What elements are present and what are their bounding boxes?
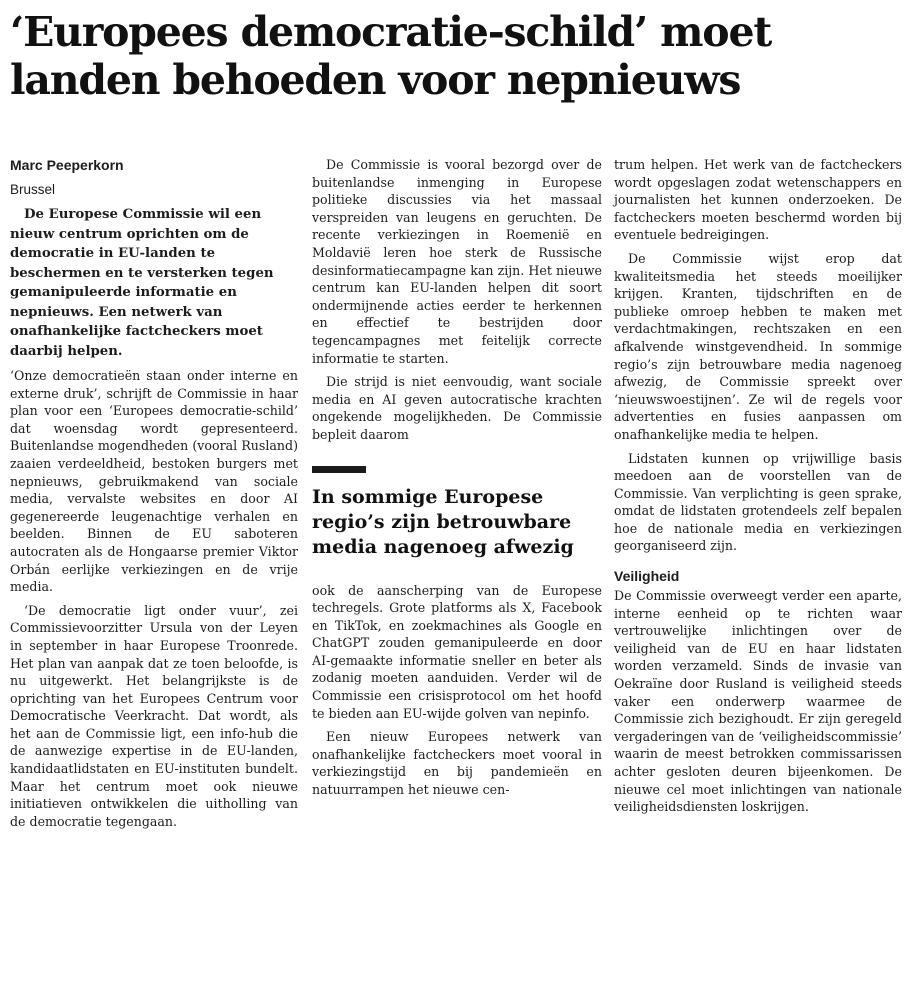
pullquote-block (312, 466, 602, 560)
body-paragraph: De Commissie wijst erop dat kwaliteitsmedia het steeds moeilijker krijgen. Kranten, tijdschriften en de publieke omroep hebben te maken met verdachtmakingen, rechtszaken en een afkalvende winstgevendheid. In sommige regio’s zijn betrouwbare media nagenoeg afwezig, de Commissie spreekt over ‘nieuwswoestijnen’. Ze wil de regels voor advertenties en fusies aanpassen om onafhankelijke media te helpen. (614, 250, 902, 442)
headline-line-1: ‘Europees democratie-schild’ moet (10, 8, 772, 56)
body-paragraph: ‘Onze democratieën staan onder interne en externe druk’, schrijft de Commissie in haar plan voor een ‘Europees democratie-schild’ dat woensdag wordt gepresenteerd. Buitenlandse mogendheden (vooral Rusland) zaaien verdeeldheid, bestoken burgers met nepnieuws, gebruikmakend van sociale media, vervalste websites en door AI gegenereerde leugenachtige verhalen en beelden. Binnen de EU saboteren autocraten als de Hongaarse premier Viktor Orbán eerlijke verkiezingen en de vrije media. (10, 368, 298, 595)
dateline-location: Brussel (10, 182, 56, 197)
body-paragraph: De Commissie is vooral bezorgd over de buitenlandse inmenging in Europese politieke discussies via het massaal verspreiden van leugens en geruchten. De recente verkiezingen in Roemenië en Moldavië leren hoe sterk de Russische desinformatiecampagne kan zijn. Het nieuwe centrum kan EU-landen helpen dit soort ondermijnende acties eerder te herkennen en effectief te bestrijden door tegencampagnes met feitelijk correcte informatie te starten. (312, 157, 602, 366)
body-paragraph: Lidstaten kunnen op vrijwillige basis meedoen aan de voorstellen van de Commissie. Van verplichting is geen sprake, omdat de lidstaten grotendeels zelf bepalen hoe de nationale media en verkiezingen georganiseerd zijn. (614, 450, 902, 554)
pullquote: In sommige Europese regio’s zijn betrouwbare media nagenoeg afwezig (312, 485, 574, 558)
lead-paragraph: De Europese Commissie wil een nieuw centrum oprichten om de democratie in EU-landen te beschermen en te versterken tegen gemanipuleerde informatie en nepnieuws. Een netwerk van onafhankelijke factcheckers moet daarbij helpen. (10, 207, 274, 359)
headline (10, 8, 900, 104)
body-paragraph: trum helpen. Het werk van de factcheckers wordt opgeslagen zodat wetenschappers en journalisten het kunnen onderzoeken. De factcheckers moeten beschermd worden bij eventuele bedreigingen. (614, 157, 902, 243)
pullquote-bar (312, 466, 366, 473)
author-name: Marc Peeperkorn (10, 157, 124, 173)
section-subhead: Veiligheid (614, 568, 680, 585)
body-paragraph: Een nieuw Europees netwerk van onafhankelijke factcheckers moet vooral in verkiezingstijd en bij pandemieën en natuurrampen het nieuwe cen- (312, 729, 602, 798)
body-paragraph: De Commissie overweegt verder een aparte, interne eenheid op te richten waar vertrouwelijke inlichtingen over de veiligheid van de EU en haar lidstaten worden verzameld. Sinds de invasie van Oekraïne door Rusland is veiligheid steeds vaker een onderwerp waarmee de Commissie zich bezighoudt. Er zijn geregeld vergaderingen van de ‘veiligheidscommissie’ waarin de meest betrokken commissarissen achter gesloten deuren bijeenkomen. De nieuwe cel moet inlichtingen van nationale veiligheidsdiensten loskrijgen. (614, 588, 902, 815)
column-3 (614, 156, 902, 816)
body-paragraph: ook de aanscherping van de Europese techregels. Grote platforms als X, Facebook en TikTok, en zoekmachines als Google en ChatGPT zouden gemanipuleerde en door AI-gemaakte informatie sneller en beter als zodanig moeten aanduiden. Verder wil de Commissie een crisisprotocol om het hoofd te bieden aan EU-wijde golven van nepinfo. (312, 582, 602, 721)
column-1 (10, 156, 298, 830)
body-paragraph: Die strijd is niet eenvoudig, want sociale media en AI geven autocratische krachten ongekende mogelijkheden. De Commissie bepleit daarom (312, 374, 602, 442)
body-paragraph: ‘De democratie ligt onder vuur’, zei Commissievoorzitter Ursula von der Leyen in september in haar Europese Troonrede. Het plan van aanpak dat ze toen beloofde, is nu uitgewerkt. Het belangrijkste is de oprichting van het Europees Centrum voor Democratische Veerkracht. Dat wordt, als het aan de Commissie ligt, een info-hub die de aanwezige expertise in de EU-landen, kandidaatlidstaten en EU-instituten bundelt. Maar het centrum moet ook nieuwe initiatieven ontwikkelen die uitholling van de democratie tegengaan. (10, 602, 298, 829)
column-2 (312, 156, 602, 799)
headline-line-2: landen behoeden voor nepnieuws (10, 56, 741, 104)
